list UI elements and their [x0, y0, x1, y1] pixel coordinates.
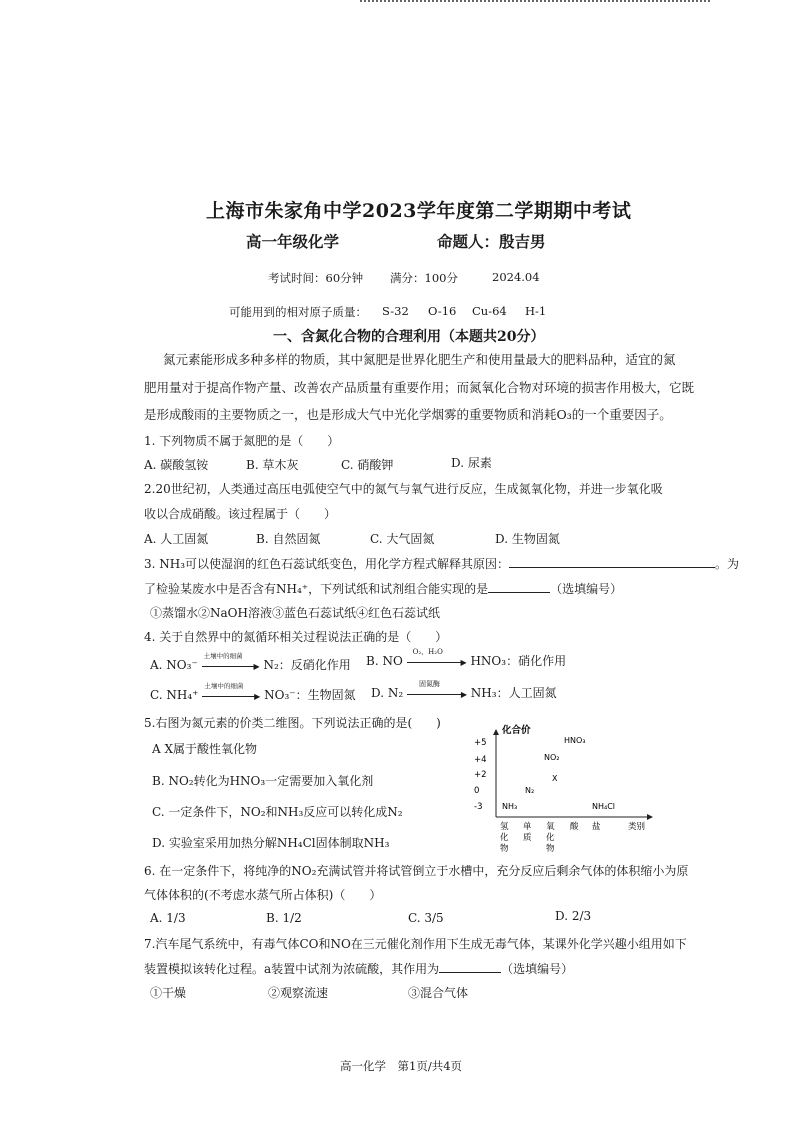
- chart-point-label: N₂: [525, 786, 535, 795]
- q4-c-reactant: C. NH₄⁺: [150, 688, 199, 702]
- q4-b-product: HNO₃：硝化作用: [470, 654, 567, 668]
- exam-score: 满分：100分: [390, 271, 458, 285]
- section-heading: 一、含氮化合物的合理利用（本题共20分）: [273, 329, 545, 345]
- y-tick-label: 0: [474, 786, 480, 796]
- q7-text-b: （选填编号）: [501, 962, 574, 976]
- q4-option-d: [371, 679, 557, 701]
- q3-choice-blank[interactable]: [488, 592, 550, 593]
- nitrogen-valence-chart: [470, 722, 660, 857]
- q1-option-c: C. 硝酸钾: [341, 458, 394, 472]
- x-category-label: 化: [546, 833, 555, 843]
- atomic-mass-cu: Cu-64: [472, 304, 507, 318]
- atomic-mass-o: O-16: [428, 304, 457, 318]
- q7-option-3: ③混合气体: [408, 986, 469, 1000]
- q4-b-reactant: B. NO: [366, 654, 403, 668]
- q3-line-2: [144, 580, 622, 597]
- x-category-label: 氧: [546, 822, 555, 832]
- atomic-mass-s: S-32: [382, 304, 409, 318]
- q5-option-c: C. 一定条件下，NO₂和NH₃反应可以转化成N₂: [152, 805, 403, 819]
- q6-option-c: C. 3/5: [408, 911, 444, 925]
- q4-option-b: [366, 647, 567, 669]
- y-tick-label: +4: [474, 755, 487, 765]
- q2-stem-line-2: 收以合成硝酸。该过程属于（ ）: [144, 507, 337, 521]
- q6-stem-line-1: 6. 在一定条件下，将纯净的NO₂充满试管并将试管倒立于水槽中，充分反应后剩余气体的体积缩小为原: [144, 864, 689, 878]
- q6-stem-line-2: 气体体积的(不考虑水蒸气所占体积)（ ）: [144, 888, 382, 902]
- q7-text: 装置模拟该转化过程。a装置中试剂为浓硫酸，其作用为: [144, 962, 440, 976]
- author-label: 命题人：殷吉男: [437, 232, 546, 251]
- q3-text-1b: 。为: [715, 557, 740, 571]
- intro-line-2: 肥用量对于提高作物产量、改善农产品质量有重要作用；而氮氧化合物对环境的损害作用极大，它既: [144, 380, 695, 395]
- q1-option-d: D. 尿素: [451, 456, 492, 470]
- y-axis-label: 化合价: [502, 725, 531, 736]
- x-category-label: 化: [500, 833, 509, 843]
- x-category-label: 单: [523, 822, 532, 832]
- q3-equation-blank[interactable]: [509, 567, 715, 568]
- q4-stem: 4. 关于自然界中的氮循环相关过程说法正确的是（ ）: [144, 630, 448, 644]
- y-tick-label: +5: [474, 738, 487, 748]
- x-category-label: 酸: [570, 822, 579, 832]
- q5-option-d: D. 实验室采用加热分解NH₄Cl固体制取NH₃: [152, 836, 390, 850]
- q1-option-a: A. 碳酸氢铵: [144, 458, 209, 472]
- q7-stem-line-1: 7.汽车尾气系统中，有毒气体CO和NO在三元催化剂作用下生成无毒气体，某课外化学兴趣小组用如下: [144, 937, 687, 951]
- q4-a-product: N₂：反硝化作用: [263, 658, 351, 672]
- subject-label: 高一年级化学: [246, 232, 340, 251]
- x-axis-label: 类别: [628, 822, 646, 832]
- q4-b-arrow: O₂、H₂O ▶: [407, 655, 467, 669]
- q3-reagent-list: ①蒸馏水②NaOH溶液③蓝色石蕊试纸④红色石蕊试纸: [150, 606, 440, 620]
- page-footer: 高一化学 第1页/共4页: [340, 1059, 463, 1073]
- q7-answer-blank[interactable]: [439, 972, 501, 973]
- q5-option-a: A X属于酸性氧化物: [152, 742, 258, 756]
- q2-stem-line-1: 2.20世纪初，人类通过高压电弧使空气中的氮气与氧气进行反应，生成氮氧化物，并进一步氧化吸: [144, 482, 663, 496]
- q7-option-1: ①干燥: [150, 986, 187, 1000]
- q3-text-2: 了检验某废水中是否含有NH₄⁺，下列试纸和试剂组合能实现的是: [144, 582, 489, 596]
- q5-option-b: B. NO₂转化为HNO₃一定需要加入氧化剂: [152, 774, 374, 788]
- q2-option-c: C. 大气固氮: [370, 532, 435, 546]
- q2-option-b: B. 自然固氮: [256, 532, 321, 546]
- x-category-label: 质: [523, 833, 532, 843]
- q6-option-b: B. 1/2: [266, 911, 302, 925]
- q4-c-condition: 土壤中的细菌: [204, 681, 244, 690]
- x-category-label: 物: [500, 844, 509, 854]
- q1-option-b: B. 草木灰: [246, 458, 299, 472]
- q4-option-a: [150, 651, 351, 673]
- q7-stem-line-2: [144, 960, 573, 977]
- q4-option-c: [150, 681, 356, 703]
- q2-option-d: D. 生物固氮: [495, 532, 560, 546]
- atomic-mass-h: H-1: [525, 304, 547, 318]
- chart-point-label: NH₃: [502, 802, 518, 811]
- y-tick-label: -3: [474, 802, 483, 812]
- scan-edge-artifact: [360, 0, 710, 6]
- q4-d-reactant: D. N₂: [371, 686, 404, 700]
- chart-point-label: NO₂: [544, 753, 560, 762]
- q4-a-arrow: 土壤中的细菌 ▶: [203, 651, 260, 671]
- q4-b-condition: O₂、H₂O: [412, 647, 443, 656]
- q3-text-1: 3. NH₃可以使湿润的红色石蕊试纸变色，用化学方程式解释其原因：: [144, 557, 510, 571]
- chart-point-label: HNO₃: [564, 736, 586, 745]
- exam-date: 2024.04: [492, 270, 540, 284]
- chart-point-label: NH₄Cl: [592, 802, 616, 811]
- x-category-label: 物: [546, 844, 555, 854]
- q1-stem: 1. 下列物质不属于氮肥的是（ ）: [144, 434, 340, 448]
- y-tick-label: +2: [474, 770, 487, 780]
- q3-line-1: [144, 555, 739, 572]
- atomic-mass-label: 可能用到的相对原子质量：: [229, 305, 367, 319]
- chart-point-label: X: [552, 774, 558, 783]
- x-category-label: 盐: [592, 822, 601, 832]
- q4-a-condition: 土壤中的细菌: [203, 651, 243, 660]
- q2-option-a: A. 人工固氮: [144, 532, 209, 546]
- q4-a-reactant: A. NO₃⁻: [150, 658, 198, 672]
- q4-d-product: NH₃：人工固氮: [470, 686, 557, 700]
- q6-option-a: A. 1/3: [150, 911, 186, 925]
- q3-text-2b: （选填编号）: [550, 582, 623, 596]
- intro-line-3: 是形成酸雨的主要物质之一，也是形成大气中光化学烟雾的重要物质和消耗O₃的一个重要因子。: [144, 407, 672, 422]
- q5-stem: 5.右图为氮元素的价类二维图。下列说法正确的是( ): [144, 716, 441, 730]
- q6-option-d: D. 2/3: [555, 909, 592, 923]
- intro-line-1: 氮元素能形成多种多样的物质，其中氮肥是世界化肥生产和使用量最大的肥料品种，适宜的氮: [163, 352, 676, 367]
- q7-option-2: ②观察流速: [268, 986, 329, 1000]
- exam-time: 考试时间：60分钟: [268, 271, 364, 285]
- q4-d-condition: 固氮酶: [418, 679, 440, 688]
- exam-title: 上海市朱家角中学2023学年度第二学期期中考试: [206, 200, 632, 222]
- q4-d-arrow: 固氮酶 ▶: [407, 687, 467, 701]
- x-category-label: 氢: [500, 822, 509, 832]
- q4-c-arrow: 土壤中的细菌 ▶: [204, 681, 261, 701]
- q4-c-product: NO₃⁻：生物固氮: [264, 688, 356, 702]
